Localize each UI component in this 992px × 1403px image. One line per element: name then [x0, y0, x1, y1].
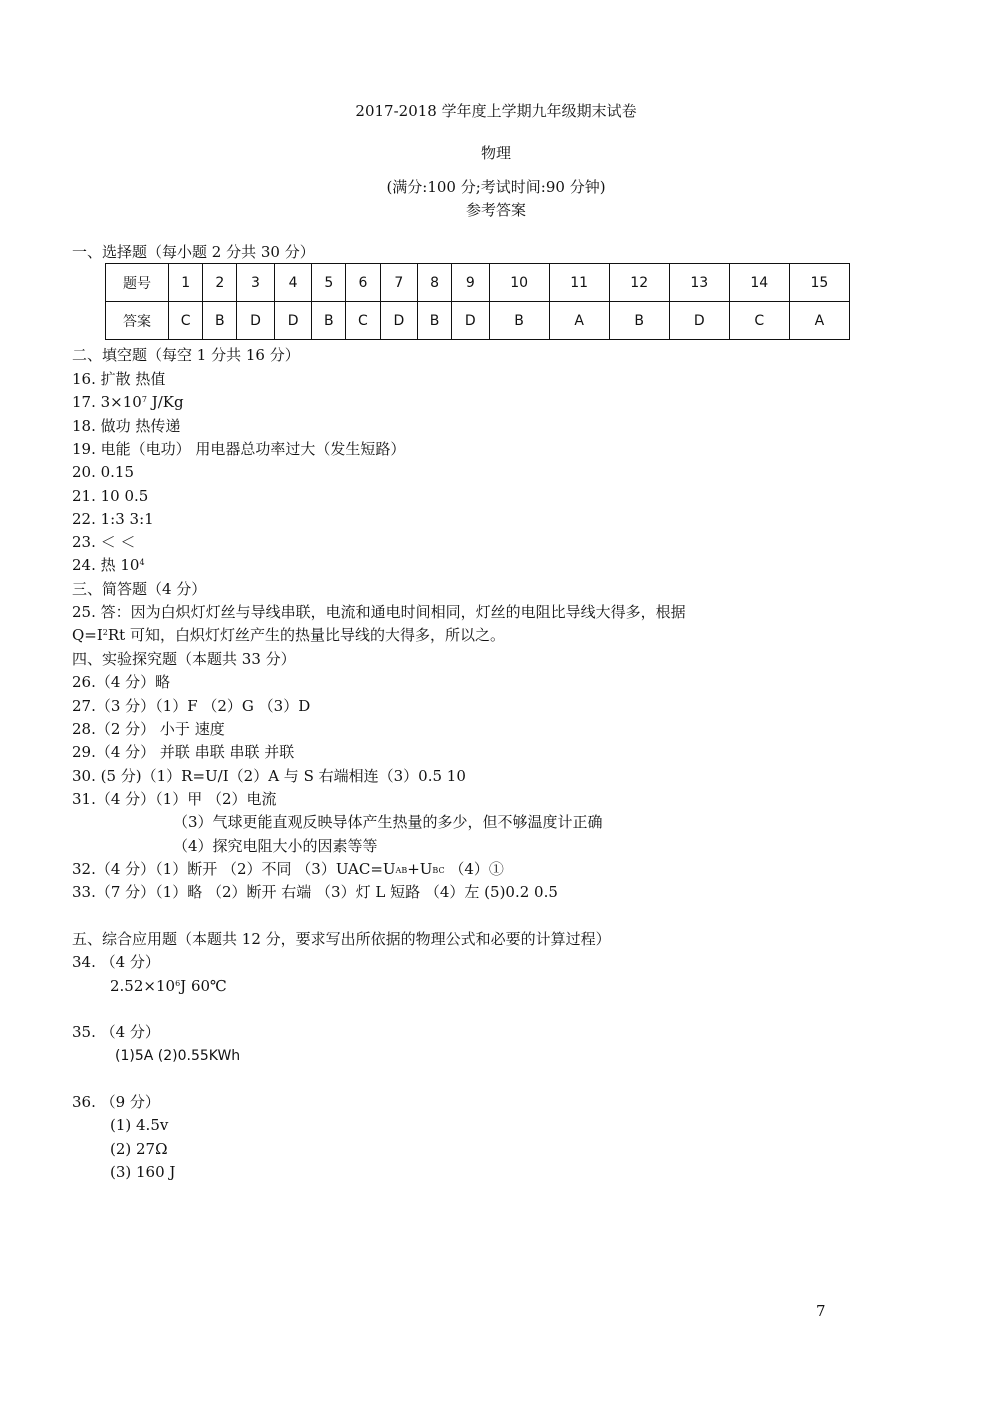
question-number-cell: 2 — [203, 264, 237, 302]
table-header-question-number: 题号 — [106, 264, 169, 302]
answer-36-part-1: (1) 4.5v — [110, 1116, 169, 1134]
answer-cell: B — [489, 302, 549, 340]
question-number-cell: 10 — [489, 264, 549, 302]
answer-27: 27.（3 分）（1）F （2）G （3）D — [72, 697, 311, 715]
answer-24: 24. 热 $10^4$ — [72, 556, 145, 574]
answer-cell: B — [418, 302, 452, 340]
answer-22: 22. 1:3 3:1 — [72, 510, 154, 528]
answer-32: 32.（4 分）（1）断开 （2）不同 $(3)UAC=U_{AB}+U_{BC}$ （4）① — [72, 860, 504, 878]
answer-31: 31.（4 分）（1）甲 （2）电流 — [72, 790, 277, 808]
answer-30: 30. (5 分)（1）R=U/I（2）A 与 S 右端相连（3）0.5 10 — [72, 767, 466, 785]
answer-25: 25. 答：因为白炽灯灯丝与导线串联，电流和通电时间相同，灯丝的电阻比导线大得多，根据 — [72, 603, 686, 621]
question-number-cell: 12 — [609, 264, 669, 302]
answer-25-continued: $Q=I^2Rt$ 可知，白炽灯灯丝产生的热量比导线的大得多，所以之。 — [72, 626, 505, 644]
answer-cell: D — [380, 302, 418, 340]
answer-33: 33.（7 分）（1）略 （2）断开 右端 （3）灯 L 短路 （4）左 (5)0.2 0.5 — [72, 883, 558, 901]
answer-21: 21. 10 0.5 — [72, 487, 149, 505]
answer-key-title: 参考答案 — [465, 201, 526, 219]
question-number-cell: 15 — [789, 264, 849, 302]
answer-cell: A — [549, 302, 609, 340]
answer-29: 29.（4 分） 并联 串联 串联 并联 — [72, 743, 295, 761]
answer-20: 20. 0.15 — [72, 463, 135, 481]
answer-35: (1)5A (2)0.55KWh — [115, 1048, 241, 1064]
answer-34-label: 34. （4 分） — [72, 953, 160, 971]
answer-cell: A — [789, 302, 849, 340]
section-4-heading: 四、实验探究题（本题共 33 分） — [72, 650, 296, 668]
answer-18: 18. 做功 热传递 — [72, 417, 181, 435]
section-2-heading: 二、填空题（每空 1 分共 16 分） — [72, 346, 300, 364]
question-number-cell: 4 — [274, 264, 312, 302]
answer-cell: D — [274, 302, 312, 340]
section-1-heading: 一、选择题（每小题 2 分共 30 分） — [72, 243, 315, 261]
answer-cell: D — [237, 302, 275, 340]
answer-34: $2.52\times 10^6J$ 60℃ — [110, 977, 227, 995]
answer-36-part-2: (2) 27Ω — [110, 1140, 168, 1158]
answer-19: 19. 电能（电功） 用电器总功率过大（发生短路） — [72, 440, 406, 458]
answer-26: 26.（4 分）略 — [72, 673, 171, 691]
answer-cell: C — [729, 302, 789, 340]
answer-16: 16. 扩散 热值 — [72, 370, 166, 388]
answer-31-part-4: （4）探究电阻大小的因素等等 — [173, 837, 378, 855]
question-number-cell: 1 — [169, 264, 203, 302]
answer-cell: C — [169, 302, 203, 340]
answer-36-label: 36. （9 分） — [72, 1093, 160, 1111]
table-row-numbers — [106, 264, 850, 302]
answer-17: 17. $3\times 10^7$ J/Kg — [72, 393, 184, 411]
section-5-heading: 五、综合应用题（本题共 12 分，要求写出所依据的物理公式和必要的计算过程） — [72, 930, 611, 948]
answer-35-label: 35. （4 分） — [72, 1023, 160, 1041]
question-number-cell: 6 — [346, 264, 380, 302]
exam-meta: (满分:100 分;考试时间:90 分钟) — [386, 178, 606, 196]
answer-cell: B — [609, 302, 669, 340]
question-number-cell: 9 — [452, 264, 490, 302]
answer-cell: D — [452, 302, 490, 340]
answer-31-part-3: （3）气球更能直观反映导体产生热量的多少，但不够温度计正确 — [173, 813, 603, 831]
question-number-cell: 8 — [418, 264, 452, 302]
answer-cell: B — [203, 302, 237, 340]
question-number-cell: 13 — [669, 264, 729, 302]
answer-28: 28.（2 分） 小于 速度 — [72, 720, 225, 738]
table-row-answers — [106, 302, 850, 340]
answer-cell: C — [346, 302, 380, 340]
section-3-heading: 三、简答题（4 分） — [72, 580, 207, 598]
page-number: 7 — [816, 1302, 826, 1320]
question-number-cell: 11 — [549, 264, 609, 302]
question-number-cell: 5 — [312, 264, 346, 302]
answer-23: 23. ＜ ＜ — [72, 533, 136, 551]
subject-title: 物理 — [480, 144, 511, 162]
question-number-cell: 14 — [729, 264, 789, 302]
question-number-cell: 7 — [380, 264, 418, 302]
answer-cell: B — [312, 302, 346, 340]
exam-title: 2017-2018 学年度上学期九年级期末试卷 — [355, 102, 637, 120]
answer-36-part-3: (3) 160 J — [110, 1163, 176, 1181]
question-number-cell: 3 — [237, 264, 275, 302]
answer-cell: D — [669, 302, 729, 340]
table-header-answer: 答案 — [106, 302, 169, 340]
answer-table — [105, 263, 850, 340]
